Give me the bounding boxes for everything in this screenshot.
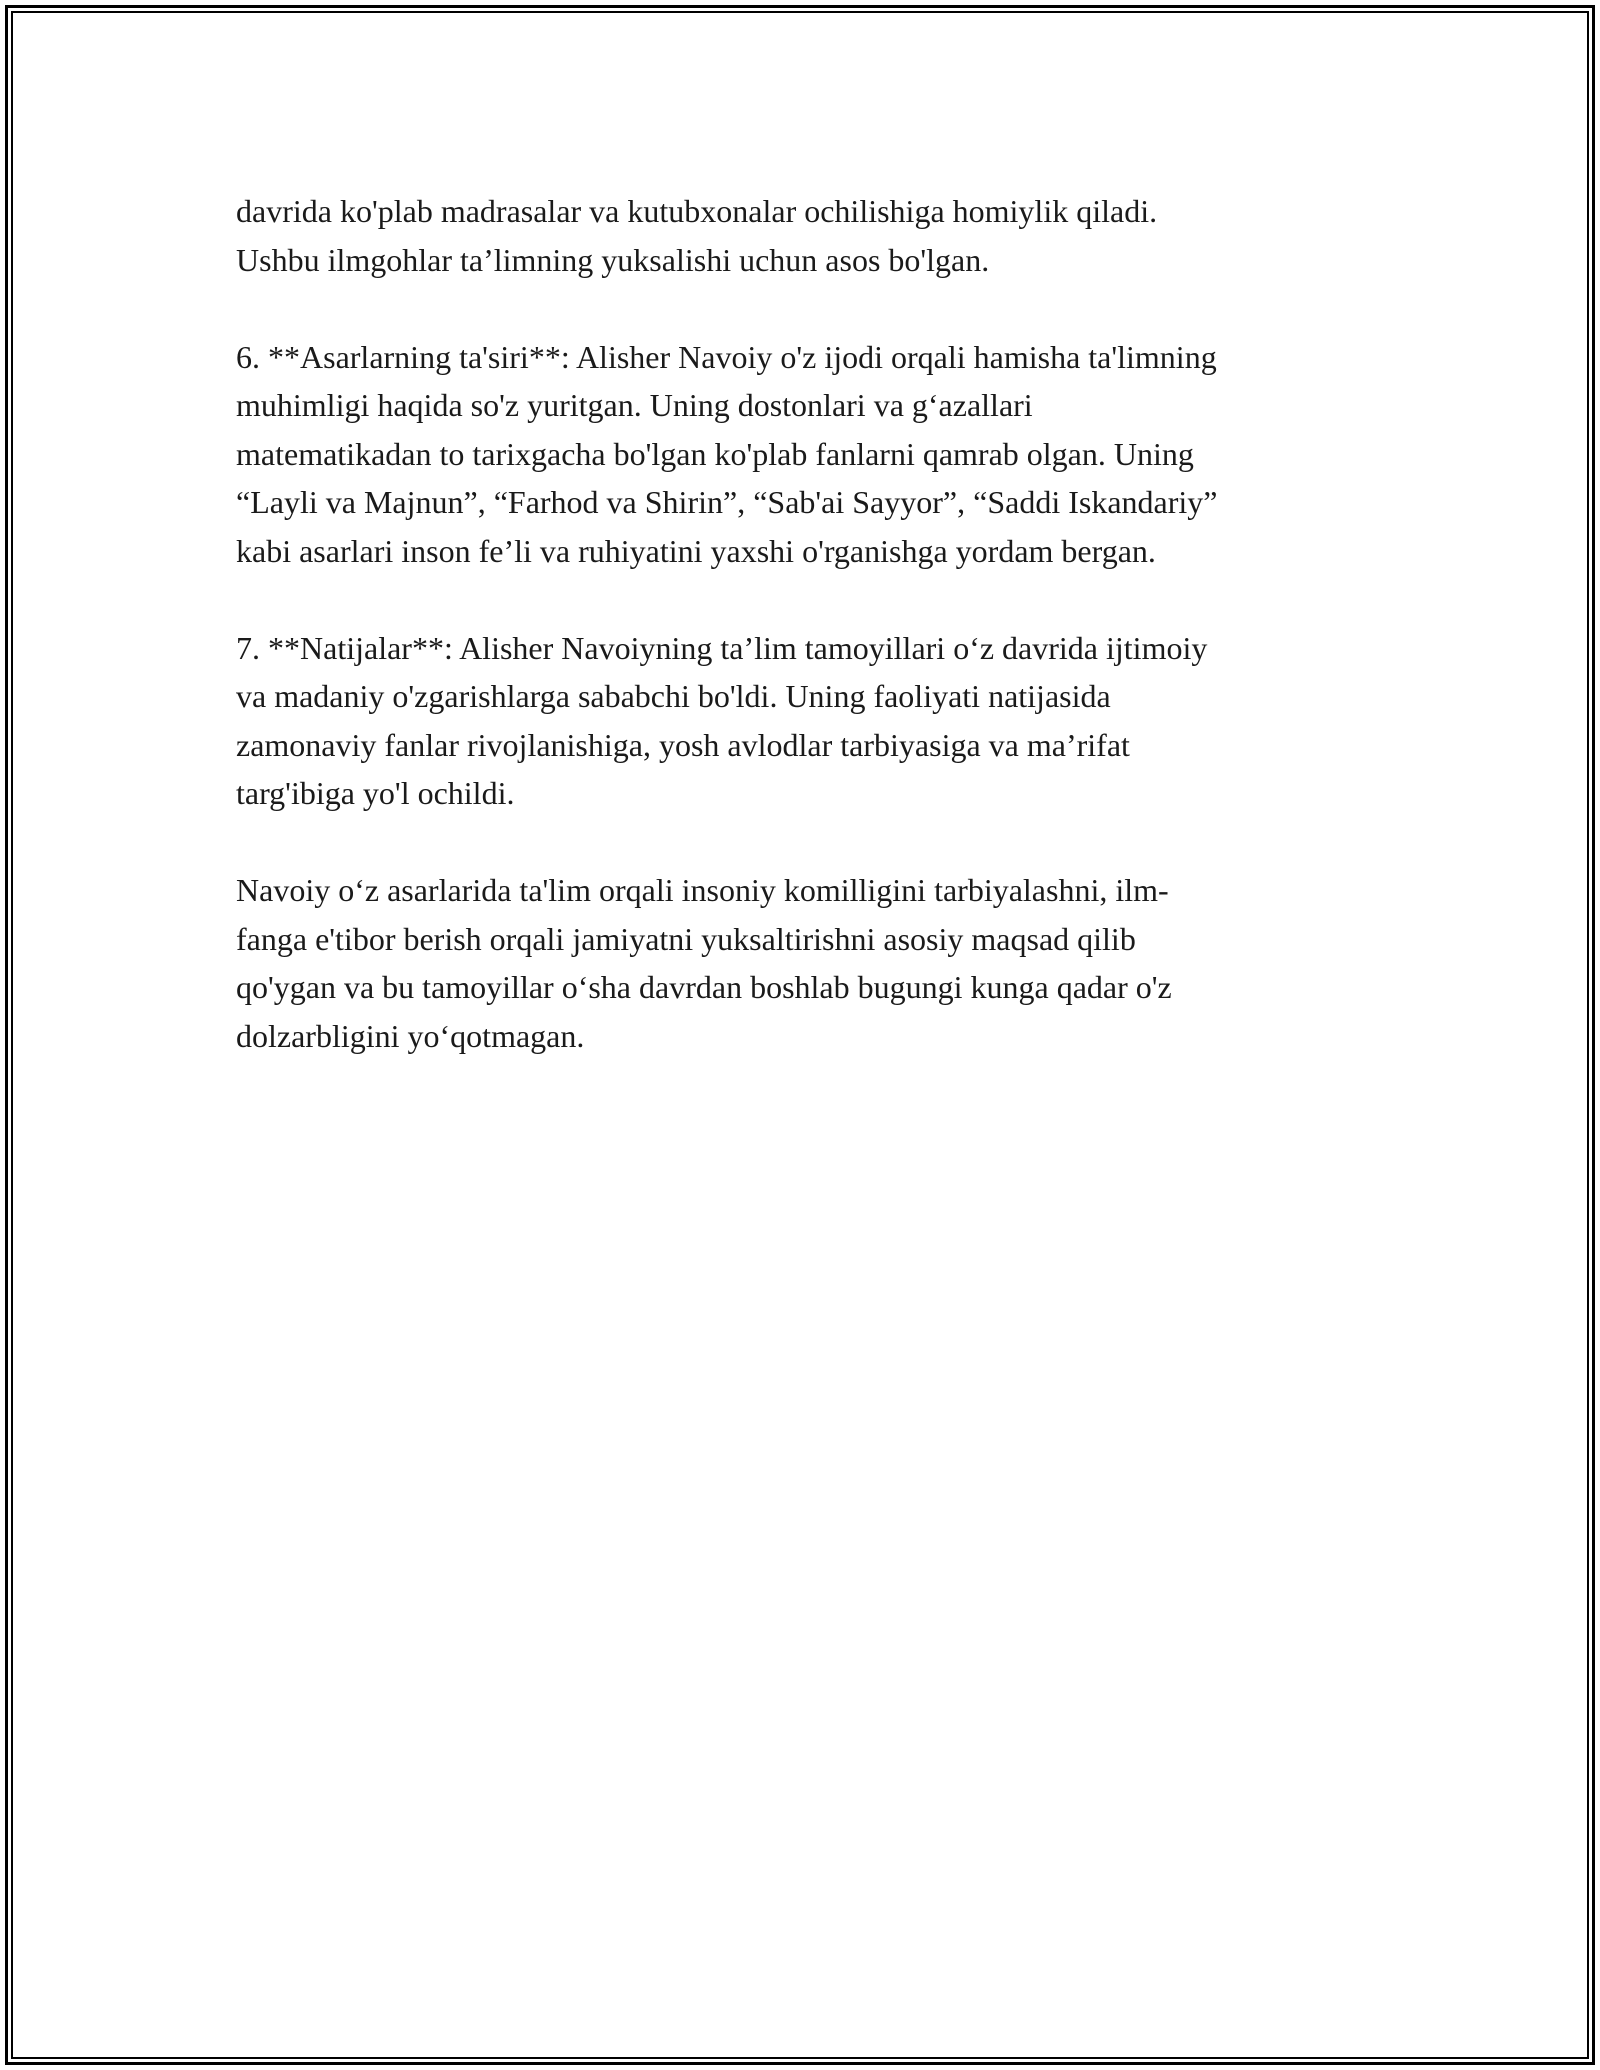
- paragraph-natijalar: [236, 624, 1376, 818]
- text-line: matematikadan to tarixgacha bo'lgan ko'plab fanlarni qamrab olgan. Uning: [236, 435, 1194, 472]
- text-line: qo'ygan va bu tamoyillar o‘sha davrdan boshlab bugungi kunga qadar o'z: [236, 969, 1172, 1005]
- text-line: davrida ko'plab madrasalar va kutubxonalar ochilishiga homiylik qiladi.: [236, 193, 1158, 229]
- paragraph-conclusion: [236, 866, 1376, 1060]
- text-line: 7. **Natijalar**: Alisher Navoiyning ta’lim tamoyillari o‘z davrida ijtimoiy: [236, 629, 1208, 666]
- text-line: targ'ibiga yo'l ochildi.: [236, 775, 515, 811]
- text-line: zamonaviy fanlar rivojlanishiga, yosh avlodlar tarbiyasiga va ma’rifat: [236, 726, 1130, 763]
- paragraph-continuation: [236, 187, 1376, 284]
- text-line: muhimligi haqida so'z yuritgan. Uning dostonlari va g‘azallari: [236, 387, 1033, 423]
- text-line: Navoiy o‘z asarlarida ta'lim orqali insoniy komilligini tarbiyalashni, ilm-: [236, 872, 1169, 908]
- text-line: va madaniy o'zgarishlarga sababchi bo'ldi. Uning faoliyati natijasida: [236, 678, 1111, 714]
- text-line: 6. **Asarlarning ta'siri**: Alisher Navoiy o'z ijodi orqali hamisha ta'limning: [236, 338, 1217, 375]
- text-line: kabi asarlari inson fe’li va ruhiyatini yaxshi o'rganishga yordam bergan.: [236, 532, 1156, 569]
- text-line: “Layli va Majnun”, “Farhod va Shirin”, “Sab'ai Sayyor”, “Saddi Iskandariy”: [236, 484, 1218, 520]
- document-body: [236, 187, 1376, 1109]
- paragraph-asarlarning-tasiri: [236, 333, 1376, 576]
- text-line: Ushbu ilmgohlar ta’limning yuksalishi uchun asos bo'lgan.: [236, 241, 990, 278]
- text-line: dolzarbligini yo‘qotmagan.: [236, 1017, 585, 1054]
- text-line: fanga e'tibor berish orqali jamiyatni yuksaltirishni asosiy maqsad qilib: [236, 920, 1136, 957]
